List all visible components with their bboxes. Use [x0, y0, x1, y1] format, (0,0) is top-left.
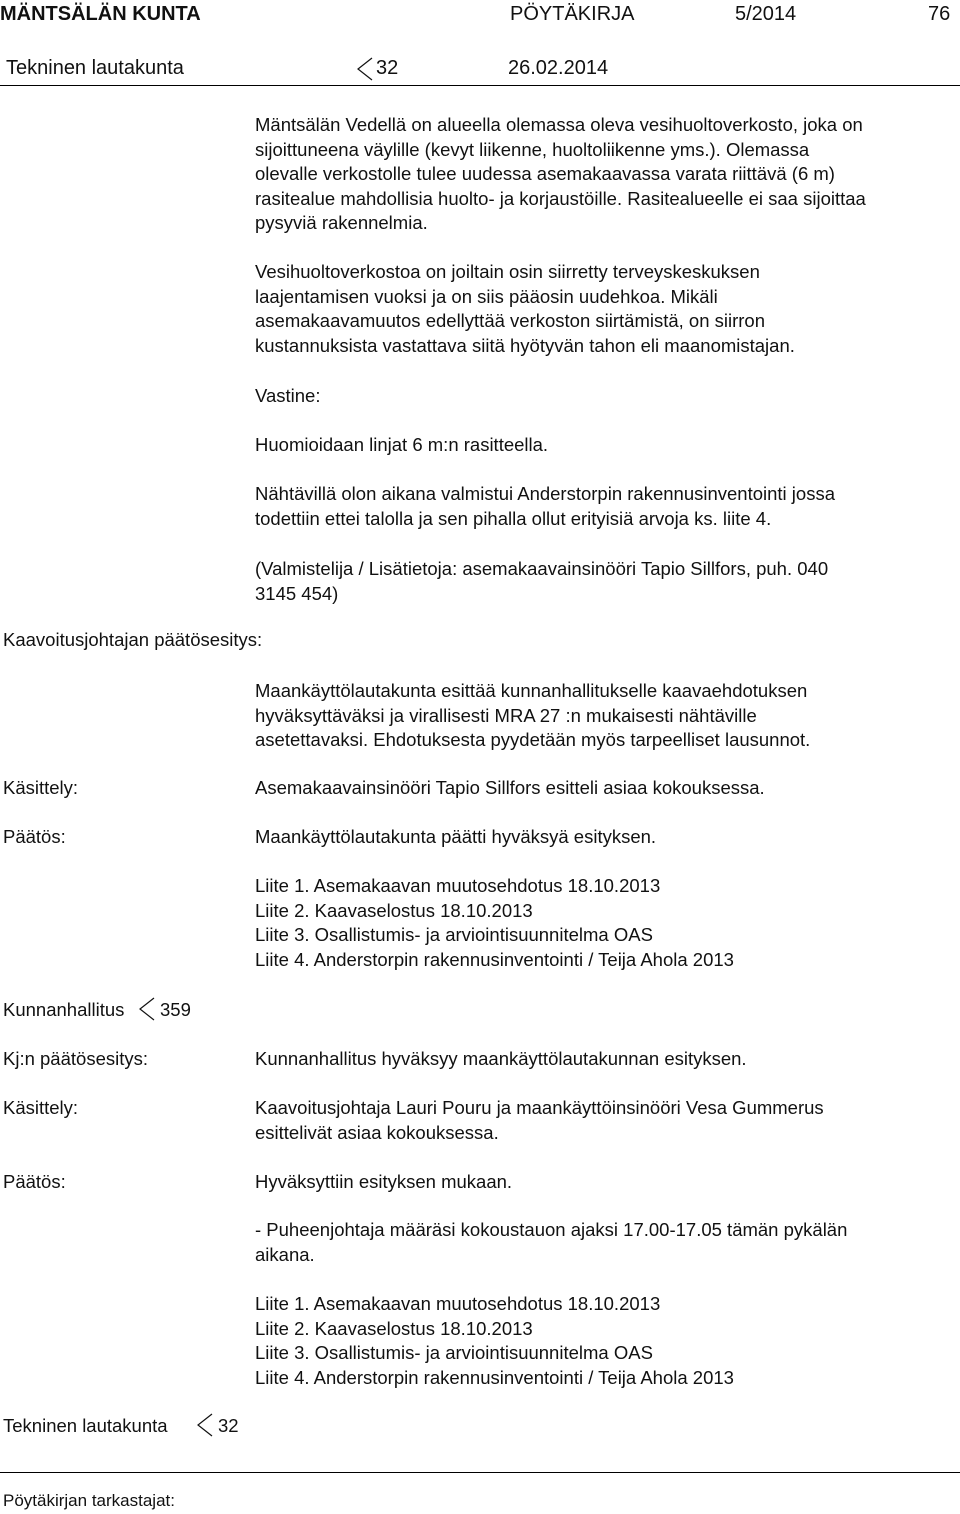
paragraph-line: Mäntsälän Vedellä on alueella olemassa oleva vesihuoltoverkosto, joka on: [255, 114, 863, 135]
paragraph-vesihuolto: [255, 260, 959, 358]
header-section-number: 32: [376, 57, 399, 79]
kasittely-text: Asemakaavainsinööri Tapio Sillfors esitteli asiaa kokouksessa.: [255, 777, 765, 798]
kh-kasittely-label: Käsittely:: [3, 1097, 79, 1118]
paragraph-line: 3145 454): [255, 582, 339, 604]
attachment-item: Liite 3. Osallistumis- ja arviointisuunnitelma OAS: [255, 924, 653, 946]
paragraph-line: esittelivät asiaa kokouksessa.: [255, 1121, 499, 1143]
kh-attachment-list: [255, 1292, 959, 1390]
proposal-label: Kaavoitusjohtajan päätösesitys:: [3, 629, 263, 650]
paragraph-line: todettiin ettei talolla ja sen pihalla ollut erityisiä arvoja ks. liite 4.: [255, 507, 772, 529]
tl-section-number: 32: [218, 1415, 239, 1436]
paragraph-rasitealue: [255, 113, 959, 236]
paragraph-line: asemakaavamuutos edellyttää verkoston siirtämistä, on siirron: [255, 310, 766, 332]
attachment-item: Liite 1. Asemakaavan muutosehdotus 18.10.2013: [255, 875, 661, 896]
checkers-label: Pöytäkirjan tarkastajat:: [3, 1491, 175, 1510]
attachment-list: [255, 874, 959, 972]
kh-note: [255, 1218, 959, 1267]
kh-section-number: 359: [160, 999, 191, 1020]
paragraph-line: laajentamisen vuoksi ja on siis pääosin uudehkoa. Mikäli: [255, 285, 718, 307]
paragraph-line: (Valmistelija / Lisätietoja: asemakaavainsinööri Tapio Sillfors, puh. 040: [255, 558, 829, 579]
footer-divider: [0, 1472, 960, 1473]
paragraph-line: Kaavoitusjohtaja Lauri Pouru ja maankäyttöinsinööri Vesa Gummerus: [255, 1097, 824, 1118]
attachment-item: Liite 2. Kaavaselostus 18.10.2013: [255, 1317, 533, 1339]
document-number: 5/2014: [735, 3, 797, 25]
section-mark-icon: [136, 996, 156, 1022]
attachment-item: Liite 3. Osallistumis- ja arviointisuunnitelma OAS: [255, 1342, 653, 1364]
paragraph-line: Vesihuoltoverkostoa on joiltain osin siirretty terveyskeskuksen: [255, 261, 760, 282]
kh-proposal-label: Kj:n päätösesitys:: [3, 1048, 148, 1069]
proposal-text: [255, 679, 959, 753]
paragraph-line: pysyviä rakennelmia.: [255, 212, 428, 234]
attachment-item: Liite 4. Anderstorpin rakennusinventointi / Teija Ahola 2013: [255, 948, 734, 970]
paragraph-line: olevalle verkostolle tulee uudessa asemakaavassa varata riittävä (6 m): [255, 163, 835, 185]
kh-paatos-label: Päätös:: [3, 1171, 66, 1192]
kh-body-name: Kunnanhallitus: [3, 999, 125, 1020]
attachment-item: Liite 4. Anderstorpin rakennusinventointi / Teija Ahola 2013: [255, 1366, 734, 1388]
kh-paatos-text: Hyväksyttiin esityksen mukaan.: [255, 1171, 513, 1192]
paragraph-line: Nähtävillä olon aikana valmistui Anderstorpin rakennusinventointi jossa: [255, 483, 835, 504]
page-number: 76: [928, 3, 951, 25]
kasittely-label: Käsittely:: [3, 777, 79, 798]
kh-kasittely-text: [255, 1096, 959, 1145]
header-body-name: Tekninen lautakunta: [6, 57, 184, 79]
header-divider: [0, 85, 960, 86]
paragraph-line: Maankäyttölautakunta esittää kunnanhallitukselle kaavaehdotuksen: [255, 680, 808, 701]
paatos-text: Maankäyttölautakunta päätti hyväksyä esityksen.: [255, 826, 657, 847]
paragraph-rakennusinventointi: [255, 482, 959, 531]
vastine-label: Vastine:: [255, 385, 321, 406]
paatos-label: Päätös:: [3, 826, 66, 847]
paragraph-line: hyväksyttäväksi ja virallisesti MRA 27 :n mukaisesti nähtäville: [255, 704, 757, 726]
section-mark-icon: [354, 56, 374, 82]
paragraph-line: aikana.: [255, 1243, 315, 1265]
paragraph-line: asetettavaksi. Ehdotuksesta pyydetään myös tarpeelliset lausunnot.: [255, 729, 811, 751]
paragraph-line: rasitealue mahdollisia huolto- ja korjaustöille. Rasitealueelle ei saa sijoittaa: [255, 187, 866, 209]
attachment-item: Liite 1. Asemakaavan muutosehdotus 18.10.2013: [255, 1293, 661, 1314]
tl-body-name: Tekninen lautakunta: [3, 1415, 168, 1436]
paragraph-valmistelija: [255, 557, 959, 606]
paragraph-line: kustannuksista vastattava siitä hyötyvän tahon eli maanomistajan.: [255, 334, 795, 356]
kh-heading: [3, 998, 124, 1023]
vastine-text: Huomioidaan linjat 6 m:n rasitteella.: [255, 434, 549, 455]
attachment-item: Liite 2. Kaavaselostus 18.10.2013: [255, 899, 533, 921]
paragraph-line: - Puheenjohtaja määräsi kokoustauon ajaksi 17.00-17.05 tämän pykälän: [255, 1219, 848, 1240]
paragraph-line: sijoittuneena väylille (kevyt liikenne, huoltoliikenne yms.). Olemassa: [255, 138, 810, 160]
municipality-name: MÄNTSÄLÄN KUNTA: [0, 3, 201, 25]
section-mark-icon: [194, 1412, 214, 1438]
header-date: 26.02.2014: [508, 57, 609, 79]
document-type: PÖYTÄKIRJA: [510, 3, 635, 25]
kh-proposal-text: Kunnanhallitus hyväksyy maankäyttölautakunnan esityksen.: [255, 1048, 747, 1069]
